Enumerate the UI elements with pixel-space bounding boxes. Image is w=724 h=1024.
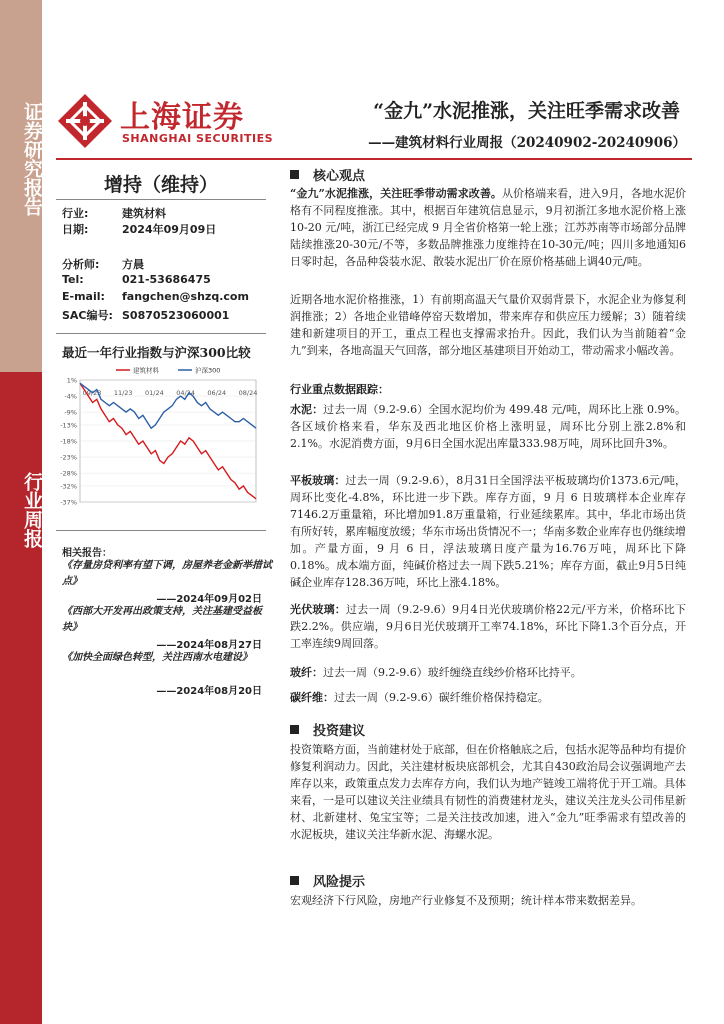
bullet-square-icon (290, 170, 299, 179)
glass-label: 平板玻璃： (290, 474, 346, 487)
report-subtitle: ——建筑材料行业周报（20240902-20240906） (368, 135, 686, 151)
bullet-square-icon (290, 725, 299, 734)
cement-label: 水泥： (290, 403, 324, 416)
index-comparison-chart (56, 364, 266, 514)
carbon-text: 过去一周（9.2-9.6）碳纤维价格保持稳定。 (334, 691, 549, 704)
related-report-2-date: ——2024年08月27日 (156, 640, 262, 651)
core-lead: “金九”水泥推涨，关注旺季带动需求改善。 (290, 187, 502, 200)
fiber-label: 玻纤： (290, 666, 323, 679)
chart-x-tick-label: 06/24 (207, 389, 227, 397)
meta-industry-value: 建筑材料 (122, 207, 166, 220)
fiber-text: 过去一周（9.2-9.6）玻纤缠绕直线纱价格环比持平。 (323, 666, 582, 679)
bullet-square-icon (290, 876, 299, 885)
chart-y-tick-label: -13% (60, 421, 77, 430)
company-logo (56, 92, 274, 152)
related-report-2[interactable]: 《西部大开发再出政策支持，关注基建受益板块》 (62, 606, 262, 633)
logo-english-name: SHANGHAI SECURITIES (122, 132, 274, 145)
chart-y-tick-label: -32% (60, 482, 77, 491)
meta-analyst-key: 分析师: (62, 258, 100, 271)
meta-email-value: fangchen@shzq.com (122, 290, 249, 303)
fiberglass-paragraph (290, 664, 686, 681)
meta-sac-value: S0870523060001 (122, 309, 230, 322)
meta-industry-key: 行业: (62, 207, 89, 220)
related-report-1[interactable]: 《存量房贷利率有望下调，房屋养老金新举措试点》 (62, 560, 272, 587)
section-core-title: 核心观点 (313, 169, 366, 184)
meta-tel-key: Tel: (62, 273, 84, 286)
cement-paragraph (290, 401, 686, 452)
chart-y-tick-label: 1% (66, 376, 77, 385)
chart-x-tick-label: 11/23 (113, 389, 133, 397)
chart-x-tick-label: 01/24 (145, 389, 164, 397)
chart-y-tick-label: -23% (60, 453, 77, 462)
chart-y-tick-label: -4% (64, 392, 77, 401)
report-title: “金九”水泥推涨，关注旺季需求改善 (373, 100, 680, 122)
cement-text: 过去一周（9.2-9.6）全国水泥均价为 499.48 元/吨，周环比上涨 0.9%。各区域价格来看，华东及西北地区价格上涨明显，周环比分别上涨2.8%和2.1%。水泥消费方面，9月6日全国水泥出库量333.98万吨，周环比回升3%。 (290, 403, 686, 450)
chart-divider (56, 530, 266, 531)
glass-text: 过去一周（9.2-9.6），8月31日全国浮法平板玻璃均价1373.6元/吨，周环比变化-4.8%，环比进一步下跌。库存方面，9 月 6 日玻璃样本企业库存7146.2万重量箱，环比增加91.8万重量箱，行业延续累库。其中，华北市场出货有所好转，累库幅度放缓；华东市场出货情况不一；华南多数企业库存也仍继续增加。产量方面，9 月 6 日，浮法玻璃日度产量为16.76万吨，周环比下降0.18%。成本端方面，纯碱价格过去一周下跌5.21%；库存方面，截止9月5日纯碱企业库存128.36万吨，环比上涨4.18%。 (290, 474, 686, 589)
invest-paragraph: 投资策略方面，当前建材处于底部，但在价格触底之后，包括水泥等品种均有提价修复利润动力。因此，关注建材板块底部机会，尤其自430政治局会议强调地产去库存以来，政策重点发力去库存方向，我们认为地产链竣工端将优于开工端。具体来看，一是可以建议关注业绩具有韧性的消费建材龙头，建议关注龙头公司伟星新材、北新建材、兔宝宝等；二是关注技改加速，进入“金九”旺季需求有望改善的水泥板块，建议关注华新水泥、海螺水泥。 (290, 743, 686, 841)
sidebar-top-band (0, 0, 42, 372)
chart-y-tick-label: -9% (64, 408, 77, 417)
risk-paragraph: 宏观经济下行风险，房地产行业修复不及预期；统计样本带来数据差异。 (290, 894, 642, 907)
chart-legend-label: 建筑材料 (133, 366, 159, 375)
related-reports-title: 相关报告： (62, 548, 112, 559)
meta-date-value: 2024年09月09日 (122, 223, 217, 236)
section-core-heading (290, 165, 365, 184)
meta-sac (62, 307, 229, 323)
chart-y-tick-label: -18% (60, 437, 77, 446)
sidebar-bottom-band (0, 372, 42, 1024)
meta-email (62, 290, 249, 303)
glass-paragraph (290, 472, 686, 591)
pv-text: 过去一周（9.2-9.6）9月4日光伏玻璃价格22元/平方米，价格环比下跌2.2%。供应端，9月6日光伏玻璃开工率74.18%，环比下降1.3个百分点，开工率连续9周回落。 (290, 603, 686, 650)
logo-chinese-name: 上海证券 (120, 100, 244, 135)
meta-date-key: 日期: (62, 223, 89, 236)
meta-analyst-value: 方晨 (122, 258, 144, 271)
core-body-1: 从价格端来看，进入9月，各地水泥价格有不同程度推涨。其中，根据百年建筑信息显示，9月初浙江多地水泥价格上涨 10-20 元/吨，浙江已经完成 9 月全省价格第一轮上涨；江苏苏南等市场部分品牌陆续推涨20-30元/不等，多数品牌推涨力度维持在10-30元/吨；四川多地通知6日零时起，各品种袋装水泥、散装水泥出厂价在原价格基础上调40元/吨。 (290, 187, 687, 268)
rating-badge: 增持（维持） (103, 174, 218, 196)
meta-email-key: E-mail: (62, 290, 105, 303)
chart-y-tick-label: -37% (60, 498, 77, 507)
related-report-1-date: ——2024年09月02日 (156, 594, 262, 605)
chart-title: 最近一年行业指数与沪深300比较 (62, 345, 251, 360)
core-paragraph-1 (290, 185, 686, 270)
carbon-label: 碳纤维： (290, 691, 334, 704)
meta-date (62, 221, 216, 237)
sidebar (0, 0, 42, 1024)
rating-divider (56, 199, 266, 200)
meta-industry (62, 205, 166, 221)
meta-divider (56, 333, 266, 334)
core-paragraph-2: 近期各地水泥价格推涨，1）有前期高温天气量价双弱背景下，水泥企业为修复利润推涨；2）各地企业错峰停窑天数增加，带来库存和供应压力缓解；3）随着续建和新建项目的开工，重点工程也支撑需求抬升。因此，我们认为当前随着“金九”到来，各地高温天气回落，部分地区基建项目开始动工，带动需求小幅改善。 (290, 293, 686, 357)
chart-series-line-2 (80, 383, 256, 428)
report-category-label: 行业周报 (21, 472, 43, 548)
meta-tel (62, 273, 211, 286)
section-risk-title: 风险提示 (313, 875, 366, 890)
pv-glass-paragraph (290, 601, 686, 652)
related-report-3-date: ——2024年08月20日 (156, 686, 262, 697)
meta-sac-key: SAC编号: (62, 309, 113, 322)
meta-analyst (62, 256, 144, 272)
chart-legend-label: 沪深300 (195, 366, 221, 375)
header-divider (56, 158, 692, 160)
report-type-label: 证券研究报告 (21, 102, 43, 216)
pv-label: 光伏玻璃： (290, 603, 346, 616)
section-risk-heading (290, 871, 365, 890)
logo-mark-icon (56, 92, 114, 150)
carbon-fiber-paragraph (290, 689, 686, 706)
related-report-3[interactable]: 《加快全面绿色转型，关注西南水电建设》 (62, 652, 252, 663)
chart-x-tick-label: 09/23 (82, 389, 102, 397)
chart-x-tick-label: 04/24 (176, 389, 195, 397)
chart-y-tick-label: -28% (60, 469, 77, 478)
chart-x-tick-label: 08/24 (238, 389, 258, 397)
section-invest-title: 投资建议 (313, 724, 366, 739)
meta-tel-value: 021-53686475 (122, 273, 211, 286)
section-invest-heading (290, 720, 365, 739)
tracking-heading: 行业重点数据跟踪： (290, 383, 389, 396)
